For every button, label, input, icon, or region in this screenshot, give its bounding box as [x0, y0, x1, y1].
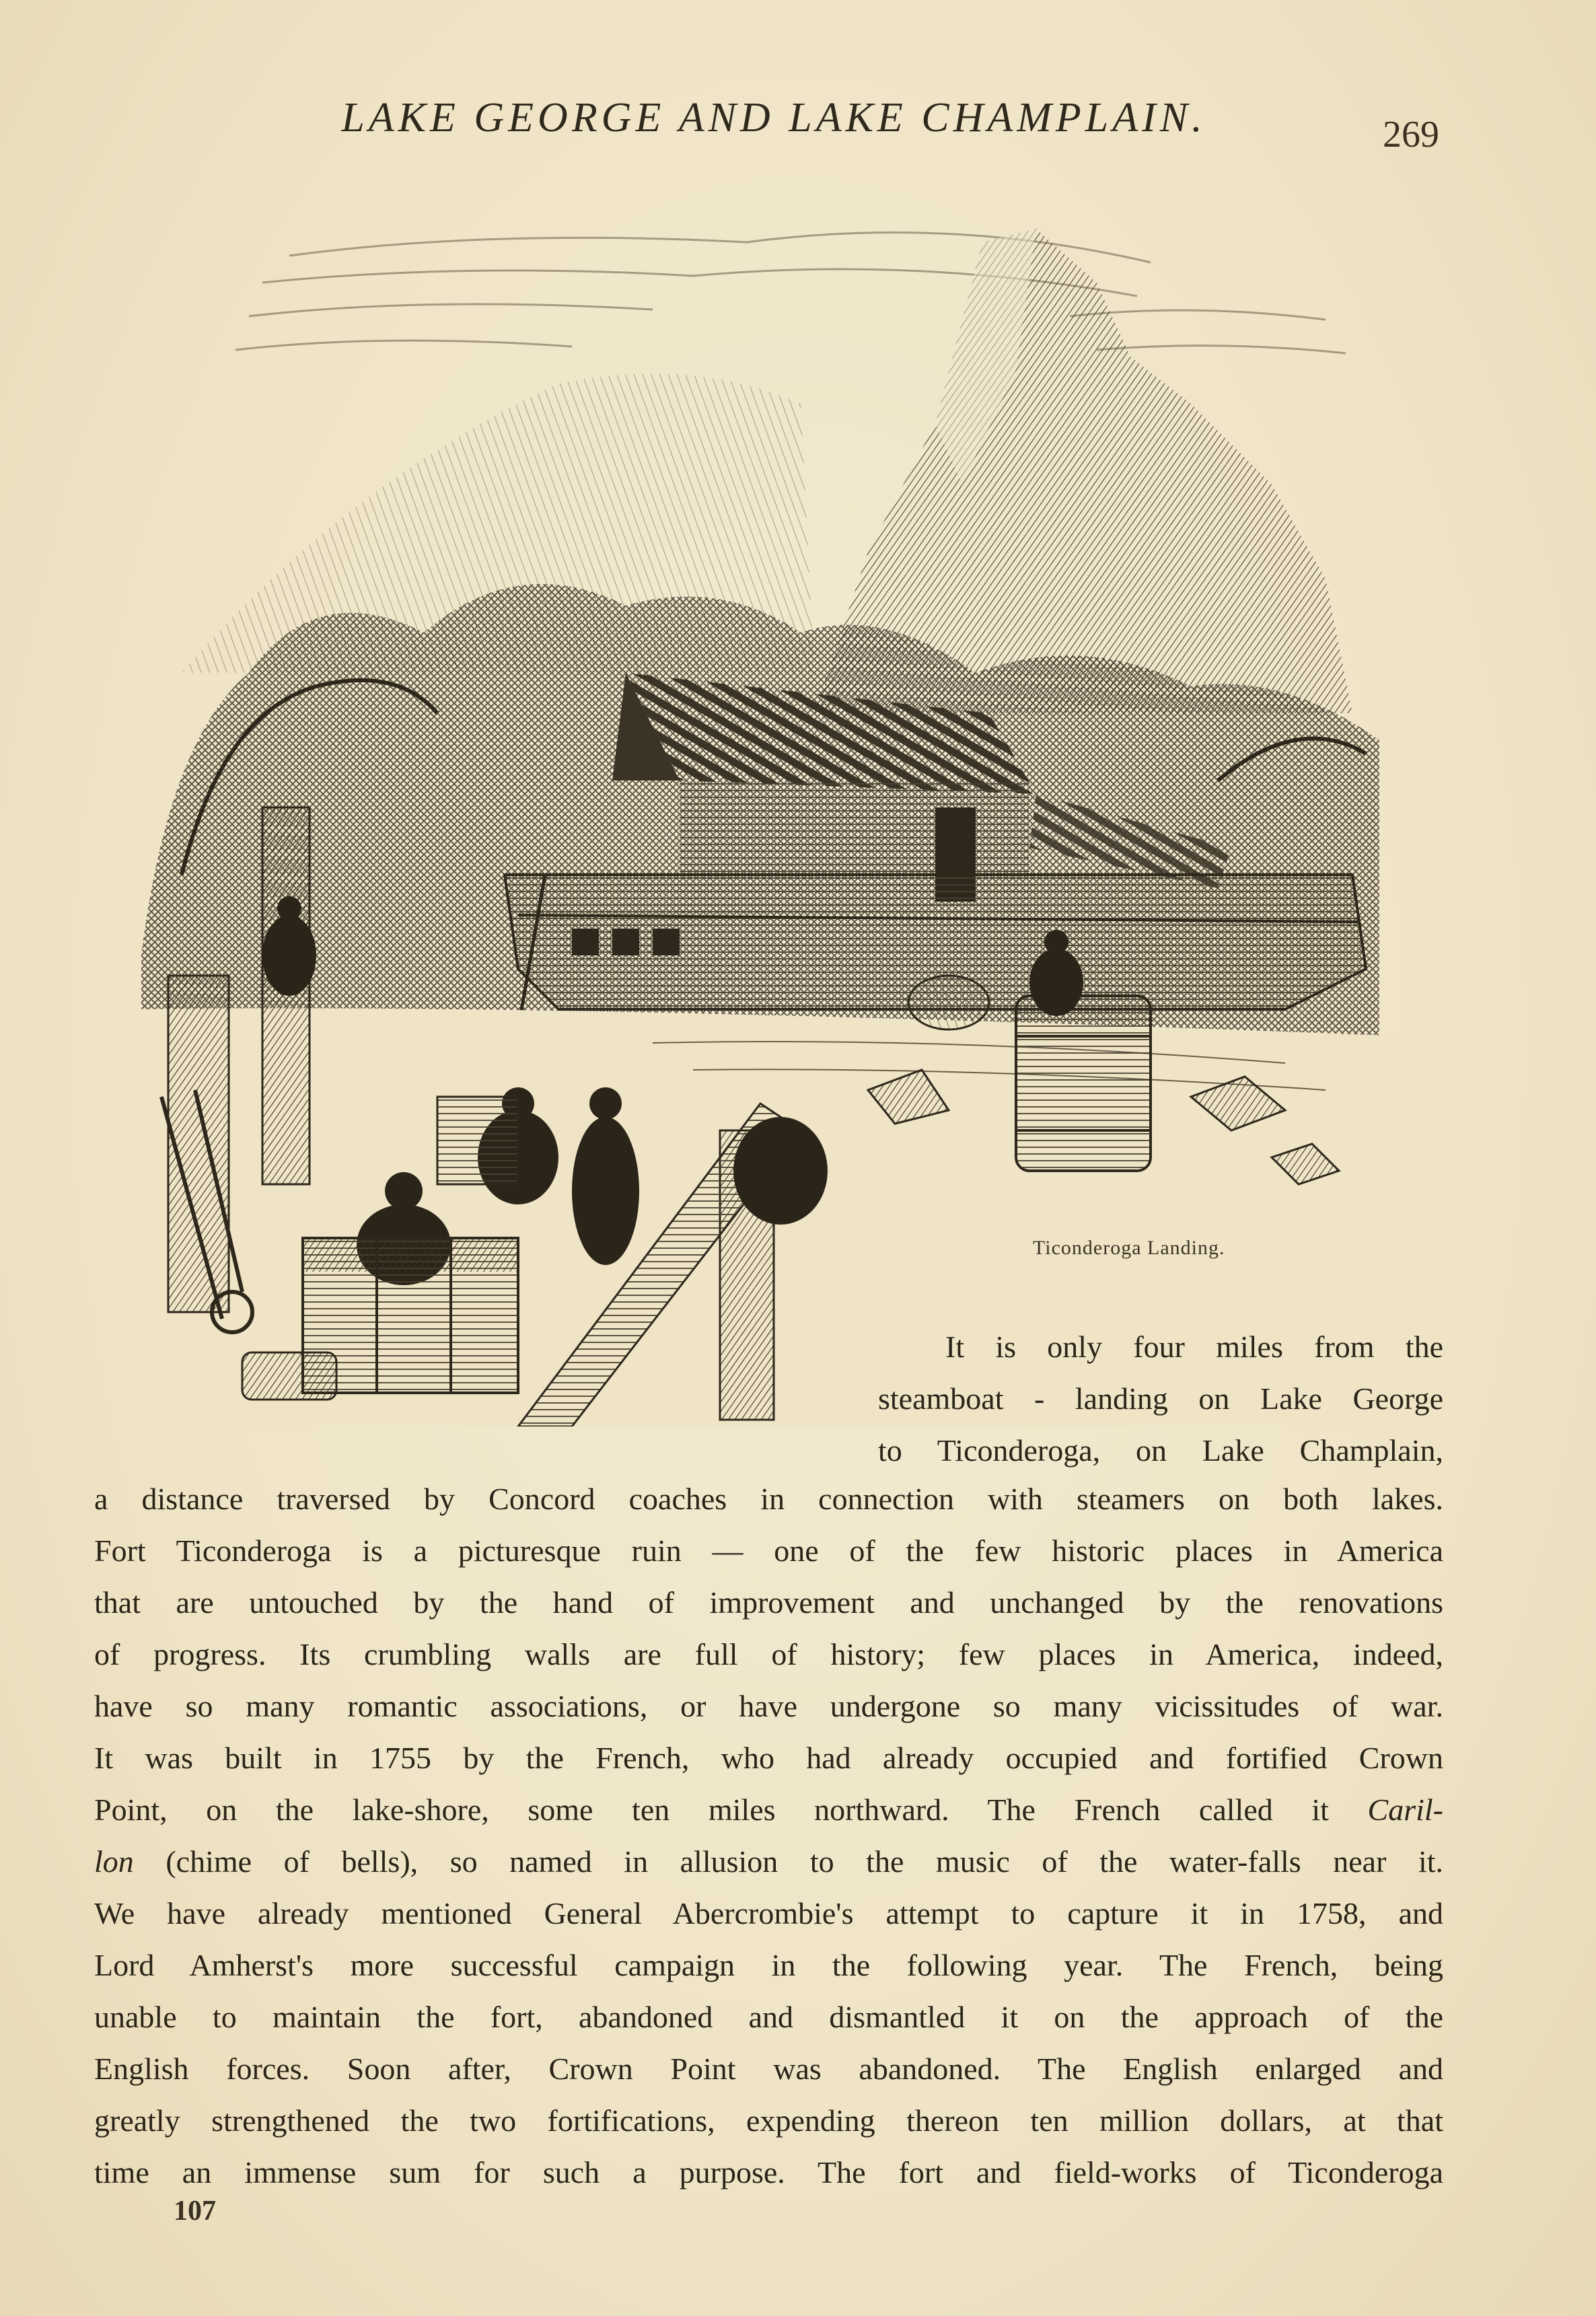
text-line-with-italic	[94, 1784, 1443, 1836]
text-line: a distance traversed by Concord coaches in connection with steamers on both lakes.	[94, 1482, 1443, 1516]
text-line: It is only four miles from the	[945, 1330, 1443, 1364]
italic-word: Caril-	[1367, 1793, 1443, 1827]
text-line: have so many romantic associations, or have undergone so many vicissitudes of war.	[94, 1689, 1443, 1723]
text-line: Lord Amherst's more successful campaign in the following year. The French, being	[94, 1948, 1443, 1982]
body-paragraph	[94, 1473, 1443, 2198]
text-line: We have already mentioned General Abercrombie's attempt to capture it in 1758, and	[94, 1896, 1443, 1930]
text-line: English forces. Soon after, Crown Point was abandoned. The English enlarged and	[94, 2052, 1443, 2086]
text-line: unable to maintain the fort, abandoned and dismantled it on the approach of the	[94, 2000, 1443, 2034]
page-number: 269	[1383, 114, 1439, 155]
signature-mark: 107	[174, 2196, 216, 2227]
text-line: that are untouched by the hand of improvement and unchanged by the renovations	[94, 1585, 1443, 1620]
italic-word: lon	[94, 1844, 134, 1879]
running-head: LAKE GEORGE AND LAKE CHAMPLAIN.	[341, 95, 1206, 141]
opening-paragraph	[878, 1321, 1443, 1476]
sky-hatching	[235, 232, 1346, 353]
figure-caption: Ticonderoga Landing.	[1033, 1237, 1225, 1259]
text-line: time an immense sum for such a purpose. The fort and field-works of Ticonderoga	[94, 2155, 1443, 2190]
text-line: steamboat - landing on Lake George	[878, 1381, 1443, 1416]
text-line: of progress. Its crumbling walls are full of history; few places in America, indeed,	[94, 1637, 1443, 1671]
text-line-with-italic	[94, 1836, 1443, 1887]
text-fragment: (chime of bells), so named in allusion to the music of the water-falls near it.	[133, 1844, 1443, 1879]
text-line: Fort Ticonderoga is a picturesque ruin — one of the few historic places in America	[94, 1533, 1443, 1568]
text-fragment: Point, on the lake-shore, some ten miles northward. The French called it	[94, 1793, 1329, 1827]
text-line: to Ticonderoga, on Lake Champlain,	[878, 1433, 1443, 1468]
text-line: greatly strengthened the two fortifications, expending thereon ten million dollars, at that	[94, 2103, 1443, 2138]
text-line: It was built in 1755 by the French, who had already occupied and fortified Crown	[94, 1741, 1443, 1775]
